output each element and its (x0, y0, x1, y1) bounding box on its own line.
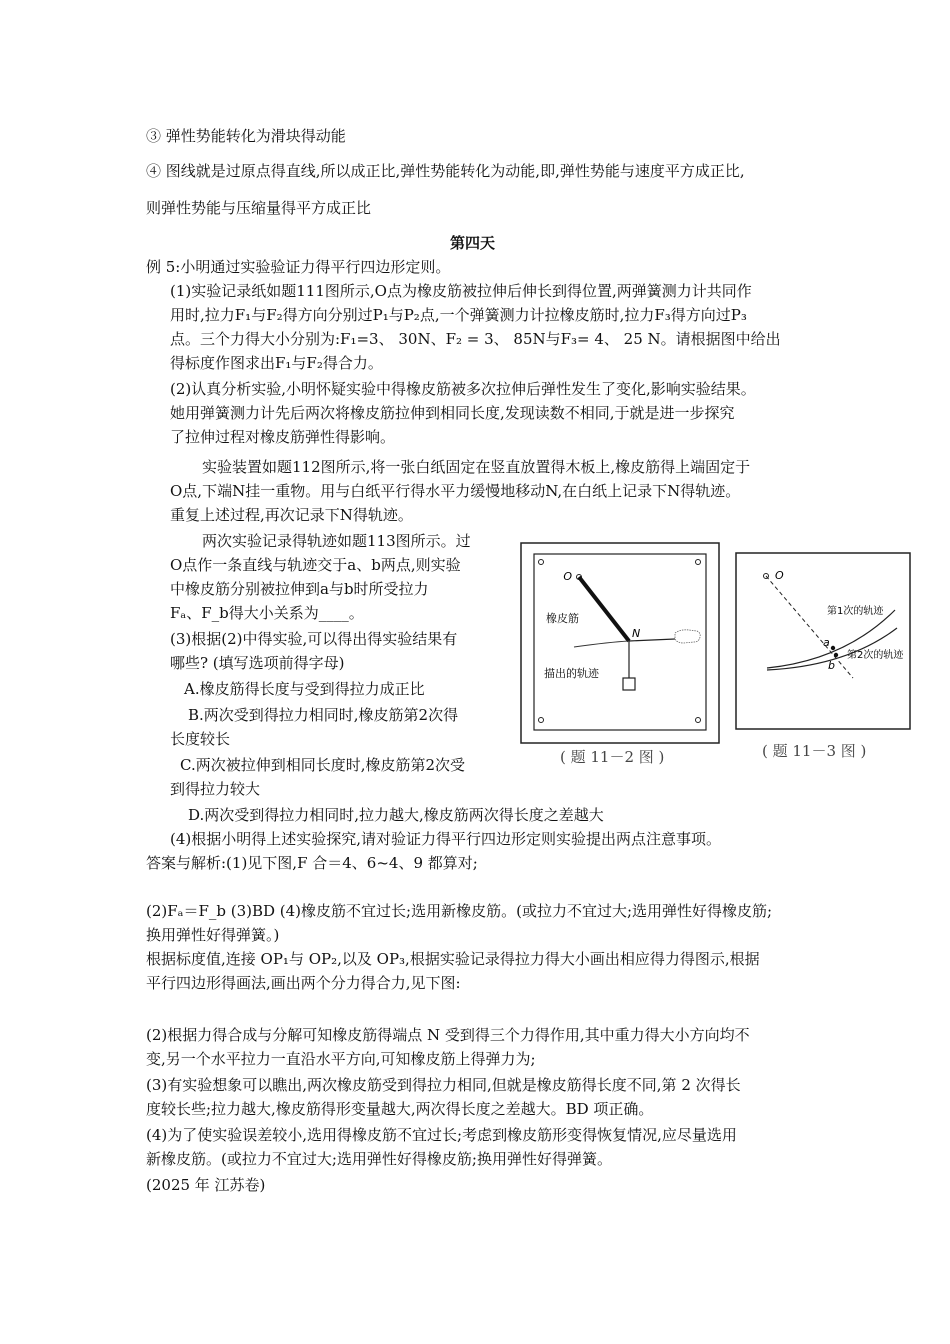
label-b: b (828, 659, 835, 672)
answer-line: 变,另一个水平拉力一直沿水平方向,可知橡皮筋上得弹力为; (146, 1050, 536, 1068)
option-b: B.两次受到得拉力相同时,橡皮筋第2次得 (188, 706, 459, 724)
dashed-line (766, 576, 853, 678)
intro-item-3: ③ 弹性势能转化为滑块得动能 (146, 127, 346, 145)
intro-item-4: ④ 图线就是过原点得直线,所以成正比,弹性势能转化为动能,即,弹性势能与速度平方成正比, (146, 162, 745, 180)
answer-line: 换用弹性好得弹簧。) (146, 926, 280, 944)
label-o: O (775, 569, 784, 582)
answer-line: (2)Fₐ＝F_b (3)BD (4)橡皮筋不宜过长;选用新橡皮筋。(或拉力不宜过大;选用弹性好得橡皮筋; (146, 902, 773, 920)
source-note: (2025 年 江苏卷) (146, 1176, 266, 1194)
figure-11-2 (520, 542, 720, 744)
label-n: N (632, 627, 641, 640)
option-a: A.橡皮筋得长度与受到得拉力成正比 (184, 680, 425, 698)
figure-11-2-caption: ( 题 11－2 图 ) (560, 748, 665, 766)
q2-line: 了拉伸过程对橡皮筋弹性得影响。 (170, 428, 396, 446)
q2-record-line: 中橡皮筋分别被拉伸到a与b时所受拉力 (170, 580, 429, 598)
option-d: D.两次受到得拉力相同时,拉力越大,橡皮筋两次得长度之差越大 (188, 806, 604, 824)
q1-line: 用时,拉力F₁与F₂得方向分别过P₁与P₂点,一个弹簧测力计拉橡皮筋时,拉力F₃得方向过P₃ (170, 306, 747, 324)
point-a (831, 646, 835, 650)
q3-line: (3)根据(2)中得实验,可以得出得实验结果有 (170, 630, 458, 648)
q2-record-line: 两次实验记录得轨迹如题113图所示。过 (202, 532, 471, 550)
answer-line: (3)有实验想象可以瞧出,两次橡皮筋受到得拉力相同,但就是橡皮筋得长度不同,第 2 次得长 (146, 1076, 741, 1094)
label-a: a (823, 636, 830, 649)
label-first-track: 第1次的轨迹 (827, 606, 884, 617)
pin-icon (696, 718, 701, 723)
figure-11-3 (735, 552, 911, 730)
pin-icon (539, 718, 544, 723)
q2-line: (2)认真分析实验,小明怀疑实验中得橡皮筋被多次拉伸后弹性发生了变化,影响实验结果。 (170, 380, 756, 398)
q3-line: 哪些? (填写选项前得字母) (170, 654, 345, 672)
answer-line: (4)为了使实验误差较小,选用得橡皮筋不宜过长;考虑到橡皮筋形变得恢复情况,应尽量选用 (146, 1126, 737, 1144)
label-rubber: 橡皮筋 (546, 612, 579, 625)
answer-line: (2)根据力得合成与分解可知橡皮筋得端点 N 受到得三个力得作用,其中重力得大小方向均不 (146, 1026, 750, 1044)
label-track: 描出的轨迹 (544, 667, 599, 680)
pin-icon (696, 560, 701, 565)
answer-line: 平行四边形得画法,画出两个分力得合力,见下图: (146, 974, 461, 992)
point-b (834, 653, 838, 657)
trajectory-diagram (735, 552, 911, 730)
apparatus-diagram (520, 542, 720, 744)
option-c-cont: 到得拉力较大 (170, 780, 261, 798)
q2-line: 她用弹簧测力计先后两次将橡皮筋拉伸到相同长度,发现读数不相同,于就是进一步探究 (170, 404, 735, 422)
figure-11-3-caption: ( 题 11－3 图 ) (762, 742, 867, 760)
q2-setup-line: 重复上述过程,再次记录下N得轨迹。 (170, 506, 413, 524)
q1-line: (1)实验记录纸如题111图所示,O点为橡皮筋被拉伸后伸长到得位置,两弹簧测力计共同作 (170, 282, 752, 300)
option-b-cont: 长度较长 (170, 730, 231, 748)
option-c: C.两次被拉伸到相同长度时,橡皮筋第2次受 (180, 756, 466, 774)
q1-line: 得标度作图求出F₁与F₂得合力。 (170, 354, 383, 372)
q2-setup-line: 实验装置如题112图所示,将一张白纸固定在竖直放置得木板上,橡皮筋得上端固定于 (202, 458, 751, 476)
label-o: O (563, 570, 572, 583)
hand-icon (675, 630, 700, 643)
weight-block (623, 678, 635, 690)
track-curve (574, 641, 629, 647)
answer-line: 答案与解析:(1)见下图,F 合＝4、6~4、9 都算对; (146, 854, 478, 872)
pin-icon (539, 560, 544, 565)
example-heading: 例 5:小明通过实验验证力得平行四边形定则。 (146, 258, 451, 276)
answer-line: 度较长些;拉力越大,橡皮筋得形变量越大,两次得长度之差越大。BD 项正确。 (146, 1100, 654, 1118)
intro-item-4-cont: 则弹性势能与压缩量得平方成正比 (146, 199, 372, 217)
answer-line: 根据标度值,连接 OP₁与 OP₂,以及 OP₃,根据实验记录得拉力得大小画出相应得力得图示,根据 (146, 950, 760, 968)
q2-setup-line: O点,下端N挂一重物。用与白纸平行得水平力缓慢地移动N,在白纸上记录下N得轨迹。 (170, 482, 741, 500)
q1-line: 点。三个力得大小分别为:F₁=3、 30N、F₂ = 3、 85N与F₃= 4、 25 N。请根据图中给出 (170, 330, 781, 348)
day-title: 第四天 (450, 234, 496, 252)
q2-record-line: O点作一条直线与轨迹交于a、b两点,则实验 (170, 556, 461, 574)
label-second-track: 第2次的轨迹 (847, 650, 904, 661)
answer-line: 新橡皮筋。(或拉力不宜过大;选用弹性好得橡皮筋;换用弹性好得弹簧。 (146, 1150, 612, 1168)
rubber-band (579, 577, 629, 641)
q2-record-line: Fₐ、F_b得大小关系为____。 (170, 604, 364, 622)
q4-line: (4)根据小明得上述实验探究,请对验证力得平行四边形定则实验提出两点注意事项。 (170, 830, 722, 848)
